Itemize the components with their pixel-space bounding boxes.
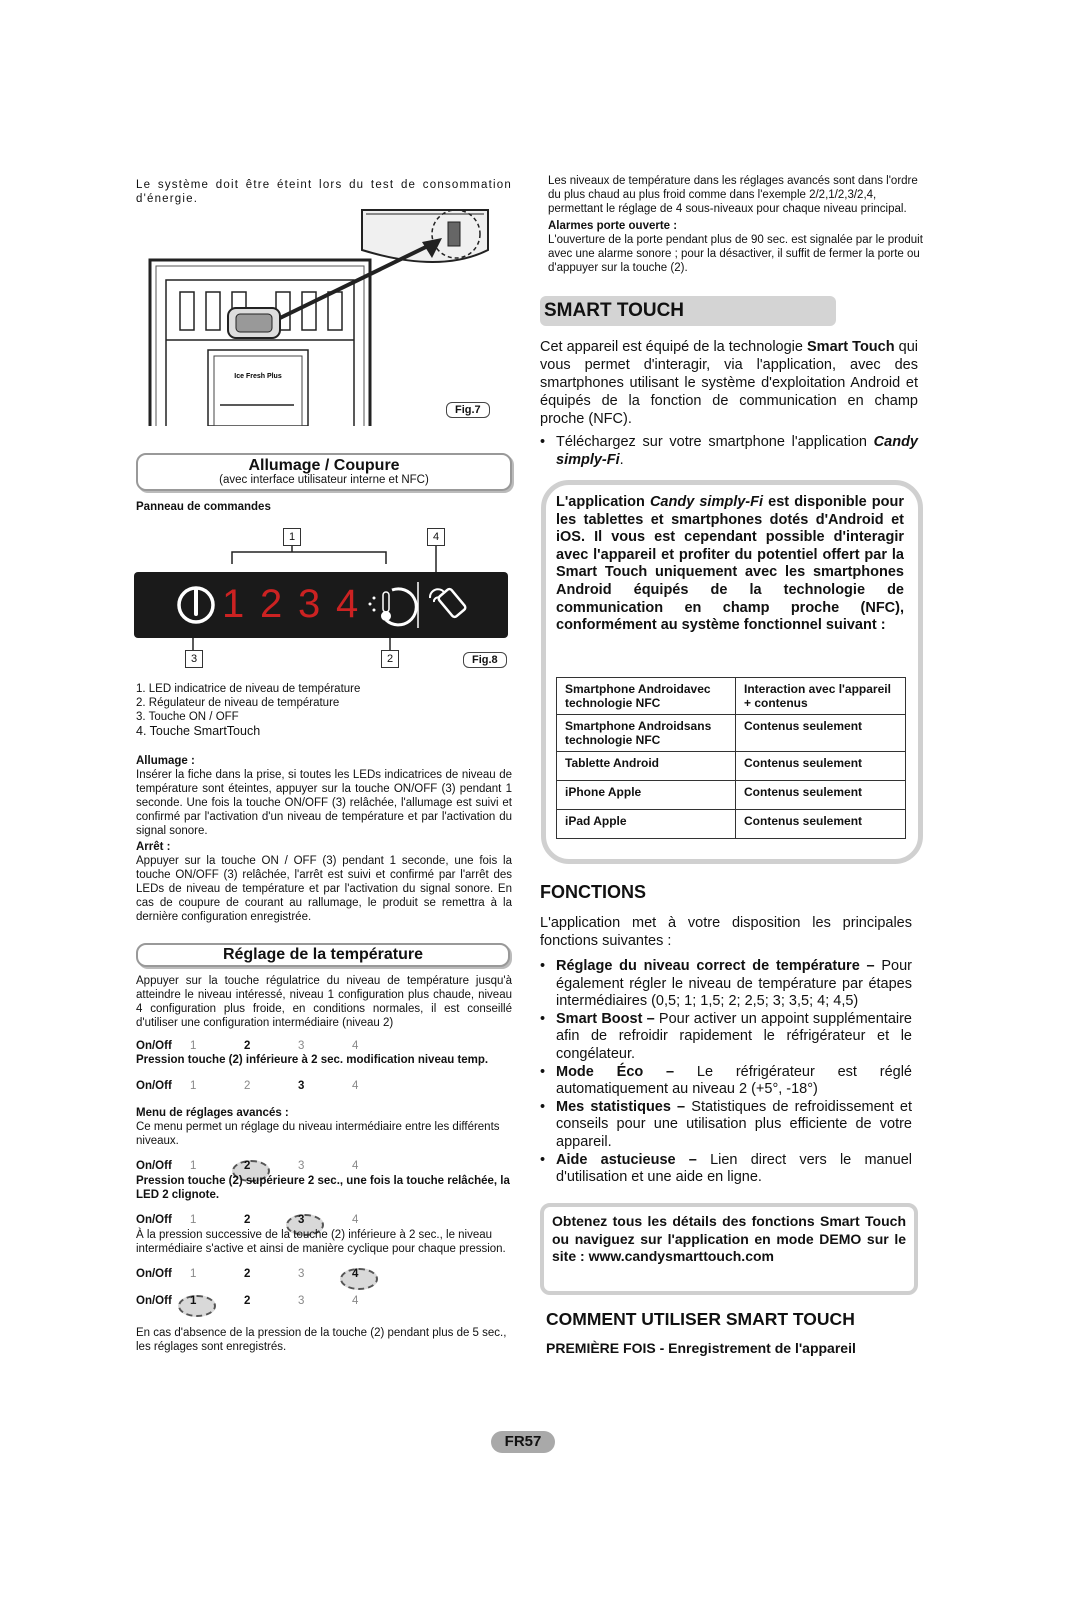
table-cell: Contenus seulement: [736, 781, 906, 810]
function-text: Le réfrigérateur est réglé automatiquement au niveau 2 (+5°, -18°): [556, 1063, 912, 1098]
panel-title: Panneau de commandes: [136, 501, 271, 513]
demo-box: Obtenez tous les détails des fonctions Smart Touch ou naviguez sur l'application en mode DEMO sur le site : www.candysmarttouch.com: [540, 1203, 918, 1295]
function-title: Réglage du niveau correct de température –: [556, 958, 875, 974]
sequence-row: [136, 1040, 512, 1054]
seq-digit: 3: [298, 1080, 305, 1092]
onoff-label: On/Off: [136, 1214, 172, 1226]
table-row: [557, 810, 906, 839]
list-item: [540, 1064, 912, 1099]
fonctions-heading: FONCTIONS: [540, 882, 646, 902]
legend-item: 3. Touche ON / OFF: [136, 711, 239, 723]
seq-digit: 2: [244, 1268, 251, 1280]
seq-digit: 4: [352, 1214, 359, 1226]
legend-item: 4. Touche SmartTouch: [136, 724, 261, 738]
panel-digit-3: 3: [298, 582, 321, 626]
table-cell: iPhone Apple: [557, 781, 736, 810]
smart-touch-header: SMART TOUCH: [540, 296, 836, 326]
availability-text: [556, 494, 904, 635]
reglage-title: Réglage de la température: [222, 946, 424, 963]
allumage-subtitle: (avec interface utilisateur interne et NFC): [219, 474, 429, 486]
page-number: FR57: [491, 1431, 555, 1453]
function-title: Aide astucieuse –: [556, 1151, 697, 1168]
blink-highlight: [340, 1268, 378, 1290]
seq-digit: 3: [298, 1268, 305, 1280]
comment-subheading: PREMIÈRE FOIS - Enregistrement de l'appareil: [546, 1340, 856, 1356]
allumage-title: Allumage / Coupure: [248, 457, 400, 474]
reglage-box: [136, 943, 510, 967]
function-text: Pour activer un appoint supplémentaire afin de refroidir rapidement le réfrigérateur et le congélateur.: [556, 1010, 912, 1062]
fig7-label: Fig.7: [446, 402, 490, 418]
sequence-row: [136, 1268, 512, 1282]
onoff-label: On/Off: [136, 1040, 172, 1052]
legend-item: 2. Régulateur de niveau de température: [136, 697, 340, 709]
onoff-label: On/Off: [136, 1295, 172, 1307]
list-item: [540, 1011, 912, 1064]
reglage-text: Appuyer sur la touche régulatrice du niveau de température jusqu'à atteindre le niveau intéressé, niveau 1 configuration plus chaude, niveau 4 configuration plus froide, en conditions normales, il est conseillé d'utiliser une configuration intermédiaire (niveau 2): [136, 975, 512, 1029]
allumage-text: Insérer la fiche dans la prise, si toutes les LEDs indicatrices de niveau de température sont éteintes, appuyer sur la touche ON/OFF (3) pendant 1 seconde. Une fois la touche ON/OFF (3) relâchée, l'allumage est suivi et confirmé par l'activation d'un niveau de température et par l'activation du signal sonore.: [136, 769, 512, 837]
function-text: Pour également régler le niveau de température par étapes intermédiaires (0,5; 1; 1,5; 2; 2,5; 3; 3,5; 4; 4,5): [556, 958, 912, 1010]
closing-text: En cas d'absence de la pression de la touche (2) pendant plus de 5 sec., les réglages sont enregistrés.: [136, 1327, 507, 1353]
availability-part: L'application: [556, 494, 650, 510]
seq-note-3: À la pression successive de la touche (2) inférieure à 2 sec., le niveau intermédiaire s'active et ainsi de manière cyclique pour chaque pression.: [136, 1229, 506, 1255]
blink-highlight: [178, 1295, 216, 1317]
fonctions-list: [540, 958, 912, 1187]
table-cell: Interaction avec l'appareil + contenus: [736, 678, 906, 715]
function-title: Mode Éco –: [556, 1063, 675, 1080]
smart-intro: [540, 338, 918, 428]
app-name: Candy simply-Fi: [556, 434, 918, 468]
allumage-section: [136, 754, 512, 838]
ice-fresh-label: Ice Fresh Plus: [234, 373, 282, 380]
seq-digit: 2: [244, 1080, 251, 1092]
seq-note-1: Pression touche (2) inférieure à 2 sec. modification niveau temp.: [136, 1054, 489, 1066]
table-row: [557, 781, 906, 810]
table-row: [557, 715, 906, 752]
onoff-label: On/Off: [136, 1160, 172, 1172]
seq-digit: 4: [352, 1080, 359, 1092]
table-cell: Smartphone Androidsans technologie NFC: [557, 715, 736, 752]
seq-digit: 3: [298, 1040, 305, 1052]
function-text: Lien direct vers le manuel d'utilisation et une aide en ligne.: [556, 1151, 913, 1186]
download-bullet: [540, 433, 918, 469]
menu-text: Ce menu permet un réglage du niveau intermédiaire entre les différents niveaux.: [136, 1121, 500, 1147]
table-cell: Contenus seulement: [736, 810, 906, 839]
list-item: [540, 1099, 912, 1152]
table-cell: Contenus seulement: [736, 715, 906, 752]
device-table: [556, 677, 906, 839]
seq-digit: 2: [244, 1295, 251, 1307]
table-row: [557, 678, 906, 715]
table-cell: iPad Apple: [557, 810, 736, 839]
availability-part: est disponible pour les tablettes et smartphones dotés d'Android et iOS. Il vous est cependant possible d'interagir avec l'appareil et profiter du potentiel offert par la Smart Touch uniquement avec les smartphones Android équipés de la technologie de communication en champ proche (NFC), conformément au système fonctionnel suivant :: [556, 494, 905, 634]
download-text: .: [619, 452, 624, 468]
arret-text: Appuyer sur la touche ON / OFF (3) pendant 1 seconde, une fois la touche ON/OFF (3) relâchée, l'arrêt est suivi et confirmé par l'arrêt des LEDs de niveau de température et par l'activation du signal sonore. En cas de coupure de courant au rallumage, le produit se remettra à la dernière configuration enregistrée.: [136, 855, 512, 923]
panel-legend: [136, 682, 512, 738]
list-item: [540, 1152, 912, 1187]
allumage-heading: Allumage :: [136, 755, 195, 767]
onoff-label: On/Off: [136, 1268, 172, 1280]
fig8-label: Fig.8: [463, 652, 507, 668]
download-text: Téléchargez sur votre smartphone l'application: [556, 434, 874, 450]
seq-digit: 3: [298, 1160, 305, 1172]
function-text: Statistiques de refroidissement et conseils pour une utilisation plus efficiente de votre appareil.: [556, 1098, 912, 1150]
seq-digit: 2: [244, 1040, 251, 1052]
smart-touch-term: Smart Touch: [807, 339, 895, 355]
seq-digit: 4: [352, 1040, 359, 1052]
smart-intro-text: qui vous permet d'interagir, via l'application, avec des smartphones utilisant le système d'exploitation Android et équipés de la fonction de communication en champ proche (NFC).: [540, 339, 918, 427]
list-item: [540, 958, 912, 1011]
table-cell: Tablette Android: [557, 752, 736, 781]
sequence-row: [136, 1214, 512, 1228]
alarm-heading: Alarmes porte ouverte :: [548, 220, 678, 232]
seq-digit: 1: [190, 1214, 197, 1226]
device-table-wrapper: [556, 677, 906, 839]
seq-digit: 1: [190, 1160, 197, 1172]
seq-digit: 3: [298, 1295, 305, 1307]
seq-digit: 1: [190, 1268, 197, 1280]
panel-background: [134, 572, 508, 638]
table-row: [557, 752, 906, 781]
fridge-illustration: [140, 200, 512, 426]
alarm-text: L'ouverture de la porte pendant plus de 90 sec. est signalée par le produit avec une alarme sonore ; pour la désactiver, il suffit de fermer la porte ou d'appuyer sur la touche (2).: [548, 234, 923, 274]
seq-digit: 4: [352, 1268, 359, 1280]
function-title: Mes statistiques –: [556, 1098, 686, 1115]
seq-digit: 1: [190, 1080, 197, 1092]
app-name: Candy simply-Fi: [649, 494, 764, 510]
table-cell: Smartphone Androidavec technologie NFC: [557, 678, 736, 715]
callout-2: 2: [381, 650, 399, 668]
allumage-box: [136, 453, 512, 491]
alarm-section: [548, 219, 928, 275]
sequence-row: [136, 1295, 512, 1309]
panel-digit-4: 4: [336, 582, 359, 626]
table-cell: Contenus seulement: [736, 752, 906, 781]
callout-1: 1: [283, 528, 301, 546]
legend-item: 1. LED indicatrice de niveau de température: [136, 683, 361, 695]
seq-digit: 2: [244, 1160, 251, 1172]
levels-text: Les niveaux de température dans les réglages avancés sont dans l'ordre du plus chaud au plus froid comme dans l'exemple 2/2,1/2,3/2,4, permettant le réglage de 4 sous-niveaux pour chaque niveau principal.: [548, 175, 918, 215]
function-title: Smart Boost –: [556, 1010, 655, 1027]
energy-test-note: Le système doit être éteint lors du test de consommation d'énergie.: [136, 179, 512, 205]
seq-digit: 4: [352, 1160, 359, 1172]
arret-heading: Arrêt :: [136, 841, 171, 853]
comment-heading: COMMENT UTILISER SMART TOUCH: [546, 1309, 855, 1329]
seq-digit: 1: [190, 1295, 197, 1307]
menu-heading: Menu de réglages avancés :: [136, 1107, 289, 1119]
onoff-label: On/Off: [136, 1080, 172, 1092]
fonctions-intro: L'application met à votre disposition les principales fonctions suivantes :: [540, 915, 912, 949]
seq-digit: 1: [190, 1040, 197, 1052]
seq-digit: 3: [298, 1214, 305, 1226]
seq-digit: 4: [352, 1295, 359, 1307]
arret-section: [136, 840, 512, 924]
control-panel-diagram: [134, 528, 510, 670]
panel-digit-1: 1: [222, 582, 245, 626]
seq-digit: 2: [244, 1214, 251, 1226]
menu-section: [136, 1106, 512, 1148]
callout-4: 4: [427, 528, 445, 546]
smart-intro-text: Cet appareil est équipé de la technologie: [540, 339, 808, 355]
sequence-row: [136, 1160, 512, 1174]
seq-note-2: Pression touche (2) supérieure 2 sec., une fois la touche relâchée, la LED 2 clignote.: [136, 1175, 510, 1201]
panel-digit-2: 2: [260, 582, 283, 626]
sequence-row: [136, 1080, 512, 1094]
callout-3: 3: [185, 650, 203, 668]
